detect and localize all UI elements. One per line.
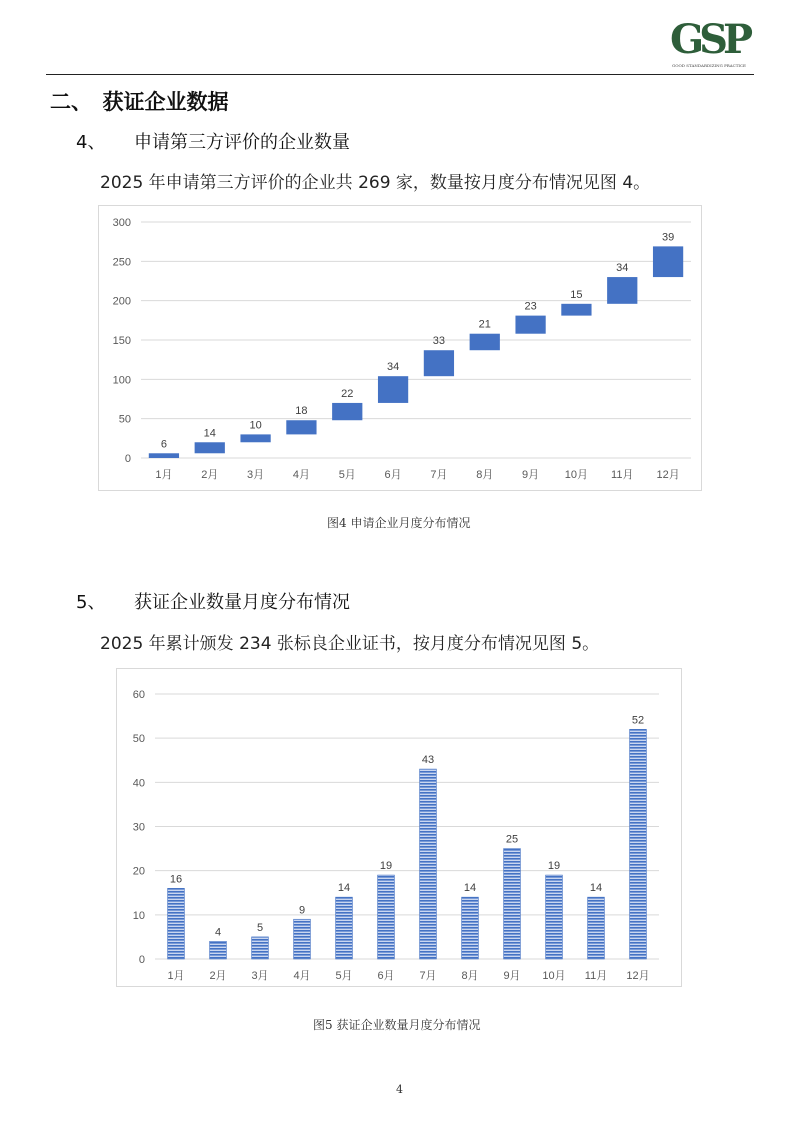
bar (252, 937, 269, 959)
x-tick-label: 6月 (377, 970, 395, 982)
x-tick-label: 2月 (201, 469, 219, 481)
x-tick-label: 8月 (476, 469, 494, 481)
x-tick-label: 1月 (167, 970, 185, 982)
data-label: 14 (589, 882, 603, 895)
x-tick-label: 10月 (564, 469, 589, 481)
data-label: 18 (295, 405, 308, 418)
y-tick-label: 20 (132, 865, 145, 878)
data-label: 21 (478, 318, 491, 331)
bar (195, 442, 225, 453)
bar (561, 304, 591, 316)
bar (294, 919, 311, 959)
bar (653, 246, 683, 277)
page-number: 4 (396, 1083, 403, 1096)
bar (462, 897, 479, 959)
subsection-4-heading (76, 128, 350, 154)
y-tick-label: 0 (124, 453, 131, 465)
data-label: 39 (661, 231, 675, 244)
data-label: 10 (249, 419, 262, 432)
subsection-5-heading (76, 588, 350, 614)
subsection-5-number: 5、 (76, 592, 106, 613)
bar (630, 729, 647, 959)
bar (210, 941, 227, 959)
x-tick-label: 7月 (430, 469, 448, 481)
logo-letters: GSP (669, 16, 749, 63)
bar (588, 897, 605, 959)
data-label: 15 (570, 288, 583, 301)
y-tick-label: 100 (112, 374, 131, 387)
x-tick-label: 6月 (384, 469, 402, 481)
bar (546, 875, 563, 959)
x-tick-label: 5月 (335, 970, 353, 982)
bar (286, 420, 316, 434)
bar (420, 769, 437, 959)
data-label: 14 (203, 427, 216, 440)
bar (336, 897, 353, 959)
x-tick-label: 11月 (611, 469, 634, 481)
y-tick-label: 50 (118, 413, 131, 426)
bar (470, 334, 500, 351)
subsection-4-title: 申请第三方评价的企业数量 (134, 132, 350, 153)
x-tick-label: 12月 (656, 469, 680, 481)
bar (240, 434, 270, 442)
subsection-5-title: 获证企业数量月度分布情况 (134, 592, 350, 613)
figure-4-caption: 图4 申请企业月度分布情况 (327, 516, 471, 530)
data-label: 5 (256, 921, 264, 934)
subsection-5-paragraph: 2025 年累计颁发 234 张标良企业证书，按月度分布情况见图 5。 (100, 634, 600, 654)
data-label: 14 (463, 882, 477, 895)
x-tick-label: 1月 (155, 469, 173, 481)
y-tick-label: 300 (112, 217, 131, 229)
y-tick-label: 0 (138, 954, 145, 966)
data-label: 16 (169, 873, 183, 886)
x-tick-label: 4月 (293, 970, 311, 982)
x-tick-label: 3月 (247, 469, 265, 481)
data-label: 34 (386, 361, 400, 374)
y-tick-label: 250 (112, 256, 131, 269)
x-tick-label: 2月 (209, 970, 227, 982)
data-label: 34 (616, 262, 629, 275)
bar (149, 453, 179, 458)
data-label: 23 (524, 300, 537, 313)
data-label: 52 (631, 714, 645, 727)
data-label: 19 (547, 860, 561, 873)
bar (424, 350, 454, 376)
y-tick-label: 30 (132, 821, 145, 834)
data-label: 22 (341, 387, 354, 400)
data-label: 14 (337, 882, 351, 895)
chart-certified-bars (117, 669, 681, 986)
y-tick-label: 200 (112, 295, 131, 308)
bar (504, 849, 521, 959)
data-label: 4 (214, 926, 222, 939)
bar (378, 376, 408, 403)
subsection-4-number: 4、 (76, 132, 106, 153)
section-title: 二、 获证企业数据 (50, 90, 229, 114)
bar (332, 403, 362, 420)
chart-certified-frame (116, 668, 682, 987)
bar (168, 888, 185, 959)
data-label: 19 (379, 860, 393, 873)
data-label: 9 (298, 904, 306, 917)
x-tick-label: 11月 (584, 970, 608, 982)
subsection-4-paragraph: 2025 年申请第三方评价的企业共 269 家，数量按月度分布情况见图 4。 (100, 173, 651, 193)
x-tick-label: 12月 (626, 970, 650, 982)
data-label: 25 (505, 833, 519, 846)
bar (515, 316, 545, 334)
y-tick-label: 50 (132, 733, 145, 746)
gsp-logo (664, 16, 754, 72)
x-tick-label: 5月 (338, 469, 356, 481)
x-tick-label: 10月 (542, 970, 566, 982)
data-label: 33 (432, 335, 446, 348)
y-tick-label: 150 (112, 335, 131, 347)
chart-applications-waterfall (99, 206, 701, 490)
y-tick-label: 40 (132, 777, 145, 790)
x-tick-label: 7月 (419, 970, 437, 982)
x-tick-label: 9月 (503, 970, 521, 982)
x-tick-label: 3月 (251, 970, 269, 982)
data-label: 43 (421, 754, 435, 767)
bar (378, 875, 395, 959)
x-tick-label: 4月 (292, 469, 310, 481)
y-tick-label: 10 (132, 909, 145, 922)
y-tick-label: 60 (132, 689, 145, 701)
chart-applications-frame (98, 205, 702, 491)
bar (607, 277, 637, 304)
x-tick-label: 9月 (522, 469, 540, 481)
x-tick-label: 8月 (461, 970, 479, 982)
figure-5-caption: 图5 获证企业数量月度分布情况 (313, 1018, 481, 1032)
logo-tagline: GOOD STANDARDIZING PRACTICE (672, 63, 746, 68)
data-label: 6 (160, 438, 167, 451)
header-rule (46, 74, 754, 75)
